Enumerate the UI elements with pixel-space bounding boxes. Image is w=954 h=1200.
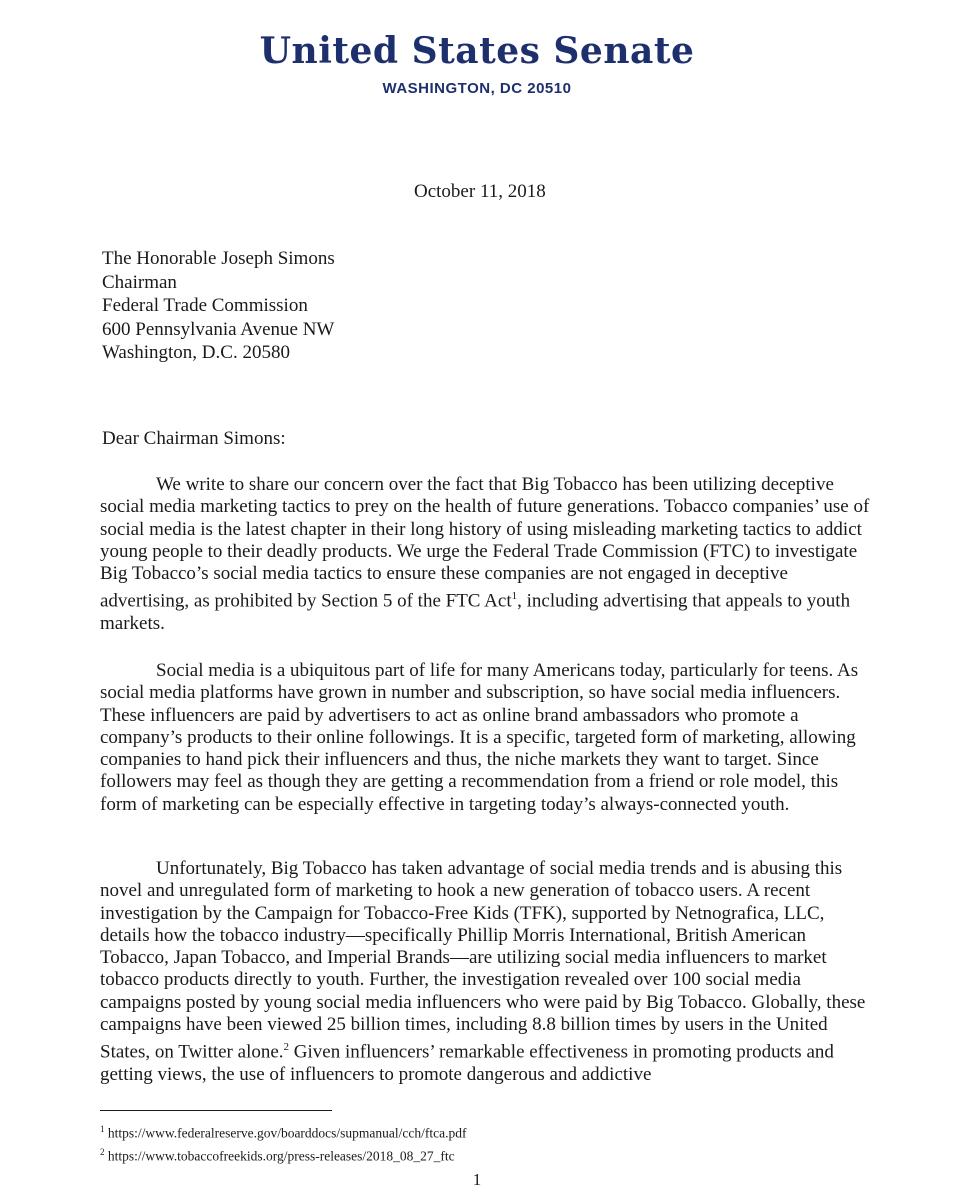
salutation: Dear Chairman Simons: — [102, 428, 286, 449]
paragraph-2: Social media is a ubiquitous part of life for many Americans today, particularly for teens. As social media platforms have grown in number and subscription, so have social media influencers. These influencers are paid by advertisers to act as online brand ambassadors who promote a company’s products to their online followings. It is a specific, targeted form of marketing, allowing companies to hand pick their influencers and thus, the niche markets they want to target. Since followers may feel as though they are getting a recommendation from a friend or role model, this form of marketing can be especially effective in targeting today’s always-connected youth. — [100, 660, 859, 815]
letterhead-title: United States Senate — [259, 30, 695, 72]
footnote-2 — [100, 1143, 467, 1166]
footnote-1 — [100, 1120, 467, 1143]
footnote-2-url[interactable]: https://www.tobaccofreekids.org/press-releases/2018_08_27_ftc — [107, 1148, 455, 1163]
letterhead-location: WASHINGTON, DC 20510 — [382, 80, 572, 97]
footnote-1-url[interactable]: https://www.federalreserve.gov/boarddocs/supmanual/cch/ftca.pdf — [107, 1125, 467, 1141]
footnote-divider — [100, 1110, 332, 1111]
footnote-2-mark: 2 — [100, 1146, 105, 1157]
footnote-1-mark: 1 — [100, 1124, 105, 1134]
paragraph-3-text: Unfortunately, Big Tobacco has taken advantage of social media trends and is abusing this novel and unregulated form of marketing to hook a new generation of tobacco users. A recent investigation by the Campaign for Tobacco-Free Kids (TFK), supported by Netnografica, LLC, details how the tobacco industry—specifically Phillip Morris International, British American Tobacco, Japan Tobacco, and Imperial Brands—are utilizing social media influencers to market tobacco products directly to youth. Further, the investigation revealed over 100 social media campaigns posted by young social media influencers who were paid by Big Tobacco. Globally, these campaigns have been viewed 25 billion times, including 8.8 billion times by users in the United States, on Twitter alone. — [100, 858, 866, 1063]
paragraph-3 — [100, 858, 870, 1086]
footnote-ref-1: 1 — [511, 590, 518, 603]
paragraph-1-text-end: , including advertising that appeals to youth markets. — [100, 590, 851, 635]
recipient-organization: Federal Trade Commission — [102, 295, 308, 316]
recipient-address — [102, 247, 335, 365]
paragraph-1 — [100, 474, 870, 635]
recipient-street: 600 Pennsylvania Avenue NW — [102, 318, 335, 340]
recipient-city: Washington, D.C. 20580 — [102, 342, 290, 363]
page-number: 1 — [472, 1170, 482, 1189]
paragraph-1-text: We write to share our concern over the fact that Big Tobacco has been utilizing deceptive social media marketing tactics to prey on the health of future generations. Tobacco companies’ use of social media is the latest chapter in their long history of using misleading marketing tactics to addict young people to their deadly products. We urge the Federal Trade Commission (FTC) to investigate Big Tobacco’s social media tactics to ensure these companies are not engaged in deceptive advertising, as prohibited by Section 5 of the FTC Act — [100, 474, 870, 612]
recipient-name: The Honorable Joseph Simons — [102, 248, 335, 269]
recipient-title: Chairman — [102, 271, 177, 293]
footnote-ref-2: 2 — [283, 1041, 290, 1054]
footnotes — [100, 1120, 467, 1165]
letter-date: October 11, 2018 — [414, 181, 546, 202]
paragraph-3-text-end: Given influencers’ remarkable effectiveness in promoting products and getting views, the use of influencers to promote dangerous and addictive — [100, 1041, 834, 1085]
